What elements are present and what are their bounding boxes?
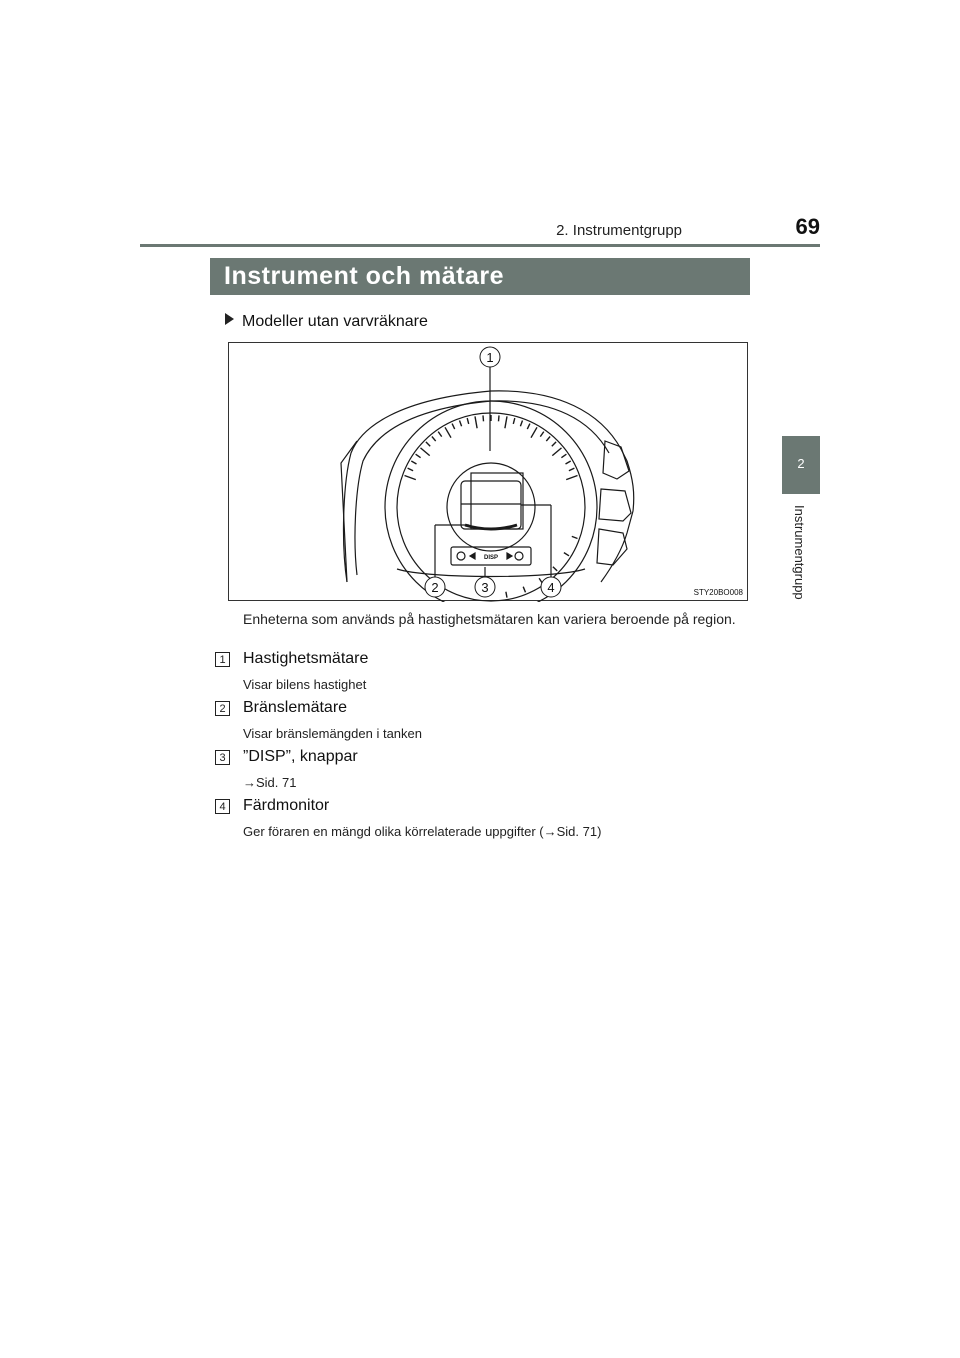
- speedometer-tick: [506, 592, 507, 598]
- instrument-cluster-drawing: [229, 343, 749, 602]
- item-description: →Sid. 71: [243, 775, 297, 790]
- chapter-side-label: [787, 505, 815, 605]
- variant-heading: [225, 313, 428, 331]
- item-heading: Bränslemätare: [243, 699, 348, 716]
- item-number-badge: 2: [215, 701, 230, 716]
- right-pod-upper: [603, 441, 629, 479]
- header-rule: [140, 244, 820, 247]
- speedometer-tick: [426, 442, 430, 446]
- speedometer-tick: [421, 448, 430, 456]
- chapter-tab-number: 2: [797, 456, 805, 471]
- center-display-ring: [447, 463, 535, 551]
- speedometer-tick: [552, 448, 561, 456]
- callout-3-label: 3: [481, 580, 489, 595]
- speedometer-tick: [467, 418, 469, 424]
- disp-left-arrow-icon: [470, 553, 475, 559]
- chapter-tab: [782, 436, 820, 494]
- speedometer-tick: [411, 461, 416, 464]
- speedometer-tick: [569, 468, 575, 471]
- right-pod-lower: [597, 529, 627, 565]
- callout-1-label: 1: [486, 350, 494, 365]
- speedometer-tick: [572, 536, 578, 538]
- speedometer-tick: [531, 427, 537, 437]
- page-number: 69: [795, 214, 820, 239]
- speedometer-tick: [520, 421, 522, 427]
- speedometer-tick: [523, 587, 525, 593]
- right-control-button: [515, 552, 523, 560]
- item-number-badge: 4: [215, 799, 230, 814]
- speedometer-tick: [460, 421, 462, 427]
- speedometer-tick: [475, 416, 477, 428]
- speedometer-tick: [553, 567, 557, 571]
- item-description: Visar bilens hastighet: [243, 677, 367, 692]
- speedometer-tick: [483, 415, 484, 421]
- variant-heading-text: Modeller utan varvräknare: [242, 313, 428, 330]
- speedometer-tick: [432, 437, 436, 442]
- callout-4-label: 4: [547, 580, 555, 595]
- disp-right-arrow-icon: [507, 553, 512, 559]
- page-header: [140, 208, 820, 248]
- center-display-screen: [461, 481, 521, 529]
- header-section-title: 2. Instrumentgrupp: [556, 222, 682, 239]
- item-heading: ”DISP”, knappar: [243, 748, 358, 765]
- instrument-cluster-illustration: [228, 342, 748, 601]
- figure-code: STY20BO008: [693, 588, 743, 597]
- item-heading: Färdmonitor: [243, 797, 330, 814]
- speedometer-tick: [499, 415, 500, 421]
- speedometer-tick: [540, 432, 544, 437]
- speedometer-tick: [438, 432, 442, 437]
- item-description: Visar bränslemängden i tanken: [243, 726, 422, 741]
- speedometer-tick: [566, 476, 577, 480]
- speedometer-tick: [505, 416, 507, 428]
- chapter-side-label-text: Instrumentgrupp: [792, 505, 807, 600]
- right-pod-middle: [599, 489, 631, 521]
- item-description: Ger föraren en mängd olika körrelaterade uppgifter (→Sid. 71): [243, 824, 602, 839]
- callout-2-label: 2: [431, 580, 439, 595]
- speedometer-outer-ring: [385, 401, 597, 602]
- speedometer-tick: [445, 427, 451, 437]
- section-title-bar: [210, 258, 750, 295]
- section-title: Instrument och mätare: [224, 262, 505, 290]
- speedometer-tick: [566, 461, 571, 464]
- speedometer-inner-ring: [397, 413, 585, 601]
- speedometer-tick: [564, 553, 569, 556]
- speedometer-tick: [527, 424, 530, 430]
- speedometer-tick: [405, 476, 416, 480]
- speedometer-tick: [452, 424, 455, 430]
- item-number-badge: 3: [215, 750, 230, 765]
- intro-paragraph: Enheterna som används på hastighetsmätaren kan variera beroende på region.: [243, 611, 736, 627]
- left-control-button: [457, 552, 465, 560]
- speedometer-tick: [513, 418, 515, 424]
- speedometer-tick: [561, 454, 566, 458]
- disp-button-label: DISP: [483, 555, 499, 561]
- speedometer-tick: [416, 454, 421, 458]
- item-number-badge: 1: [215, 652, 230, 667]
- speedometer-tick: [546, 437, 550, 442]
- triangle-bullet-icon: [225, 313, 234, 325]
- speedometer-tick: [408, 468, 414, 471]
- item-heading: Hastighetsmätare: [243, 650, 369, 667]
- speedometer-tick: [552, 442, 556, 446]
